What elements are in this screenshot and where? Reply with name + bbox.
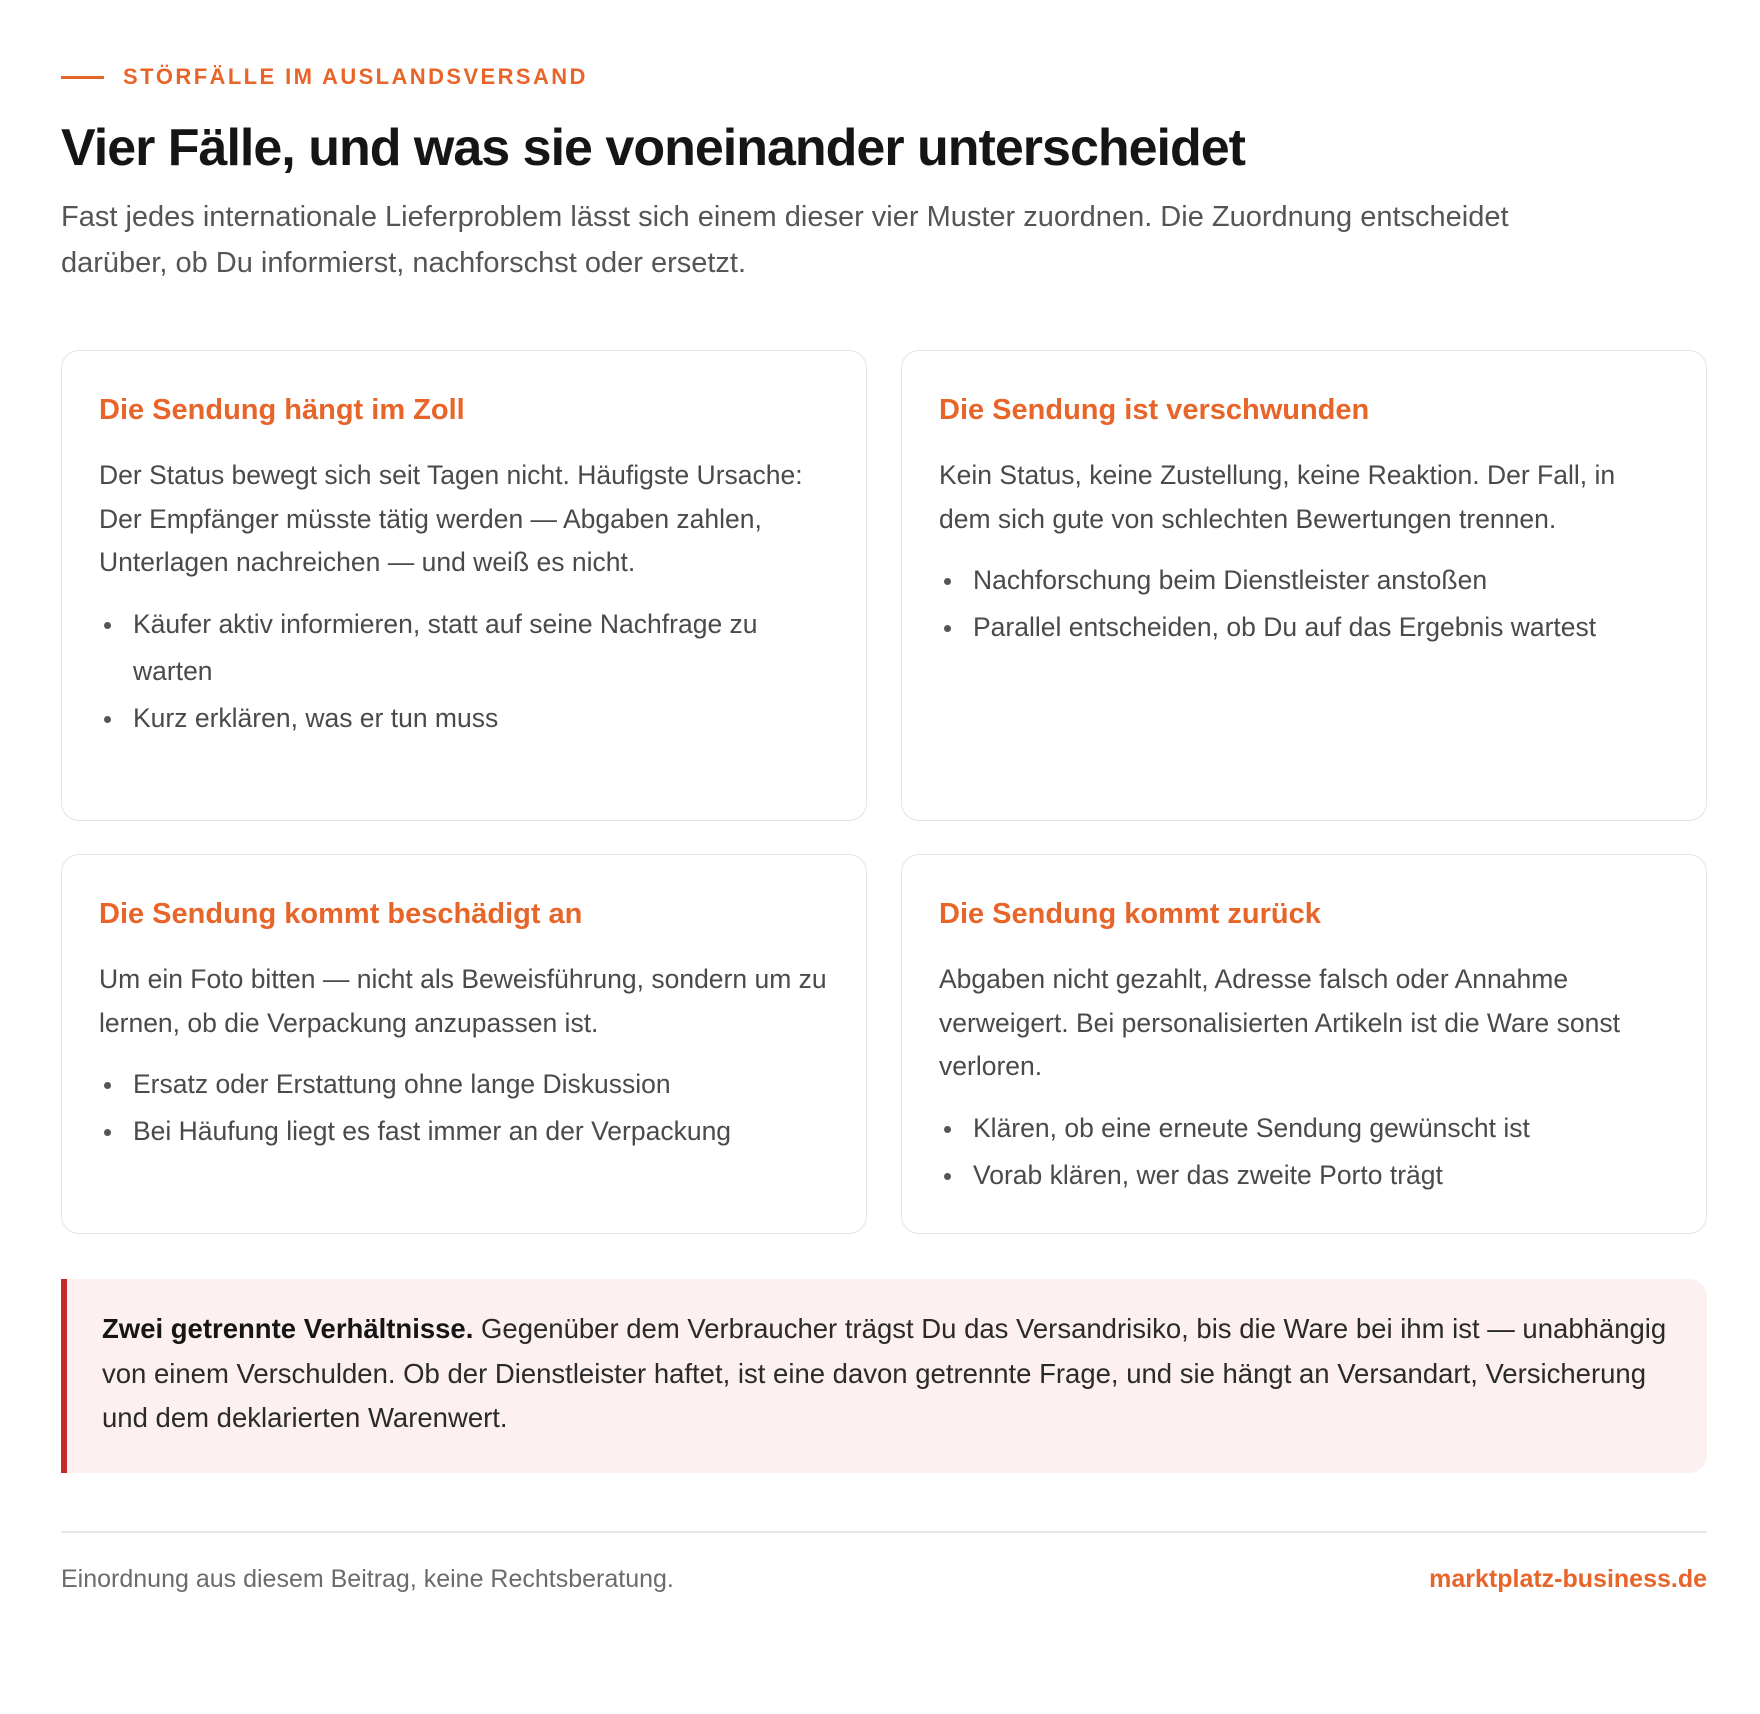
footer-divider bbox=[61, 1531, 1707, 1533]
intro-text: Fast jedes internationale Lieferproblem lässt sich einem dieser vier Muster zuordnen. Die Zuordnung entscheidet darüber, ob Du informierst, nachforschst oder ersetzt. bbox=[61, 201, 1509, 279]
case-card-customs bbox=[61, 350, 867, 821]
card-title: Die Sendung ist verschwunden bbox=[939, 394, 1370, 426]
footer-disclaimer: Einordnung aus diesem Beitrag, keine Rechtsberatung. bbox=[61, 1565, 674, 1593]
card-text: Kein Status, keine Zustellung, keine Reaktion. Der Fall, in dem sich gute von schlechten Bewertungen trennen. bbox=[939, 460, 1616, 534]
list-item: Kurz erklären, was er tun muss bbox=[99, 695, 829, 742]
case-card-lost bbox=[901, 350, 1707, 821]
list-item: Ersatz oder Erstattung ohne lange Diskussion bbox=[99, 1061, 829, 1108]
eyebrow-rule bbox=[61, 76, 104, 79]
card-title: Die Sendung hängt im Zoll bbox=[99, 394, 465, 426]
card-text: Der Status bewegt sich seit Tagen nicht. Häufigste Ursache: Der Empfänger müsste tätig werden — Abgaben zahlen, Unterlagen nachreichen — und weiß es nicht. bbox=[99, 460, 803, 577]
card-list bbox=[939, 1105, 1669, 1199]
list-item: Parallel entscheiden, ob Du auf das Ergebnis wartest bbox=[939, 604, 1669, 651]
case-card-returned bbox=[901, 854, 1707, 1234]
list-item: Klären, ob eine erneute Sendung gewünscht ist bbox=[939, 1105, 1669, 1152]
callout-note bbox=[61, 1279, 1707, 1473]
card-text: Um ein Foto bitten — nicht als Beweisführung, sondern um zu lernen, ob die Verpackung anzupassen ist. bbox=[99, 964, 827, 1038]
list-item: Nachforschung beim Dienstleister anstoßen bbox=[939, 557, 1669, 604]
case-card-damaged bbox=[61, 854, 867, 1234]
footer-brand: marktplatz-business.de bbox=[1429, 1565, 1707, 1593]
eyebrow-label: STÖRFÄLLE IM AUSLANDSVERSAND bbox=[123, 64, 588, 89]
callout-lead: Zwei getrennte Verhältnisse. bbox=[102, 1313, 474, 1344]
card-title: Die Sendung kommt beschädigt an bbox=[99, 898, 583, 930]
list-item: Vorab klären, wer das zweite Porto trägt bbox=[939, 1152, 1669, 1199]
page-title: Vier Fälle, und was sie voneinander unterscheidet bbox=[61, 119, 1245, 177]
card-title: Die Sendung kommt zurück bbox=[939, 898, 1321, 930]
card-list bbox=[99, 1061, 829, 1155]
section-eyebrow bbox=[61, 64, 588, 90]
card-list bbox=[939, 557, 1669, 651]
callout-text: Gegenüber dem Verbraucher trägst Du das Versandrisiko, bis die Ware bei ihm ist — unabhängig von einem Verschulden. Ob der Dienstleister haftet, ist eine davon getrennte Frage, und sie hängt an Versandart, Versicherung und dem deklarierten Warenwert. bbox=[102, 1313, 1667, 1433]
card-list bbox=[99, 601, 829, 742]
card-text: Abgaben nicht gezahlt, Adresse falsch oder Annahme verweigert. Bei personalisierten Artikeln ist die Ware sonst verloren. bbox=[939, 964, 1620, 1081]
list-item: Käufer aktiv informieren, statt auf seine Nachfrage zu warten bbox=[99, 601, 829, 695]
list-item: Bei Häufung liegt es fast immer an der Verpackung bbox=[99, 1108, 829, 1155]
